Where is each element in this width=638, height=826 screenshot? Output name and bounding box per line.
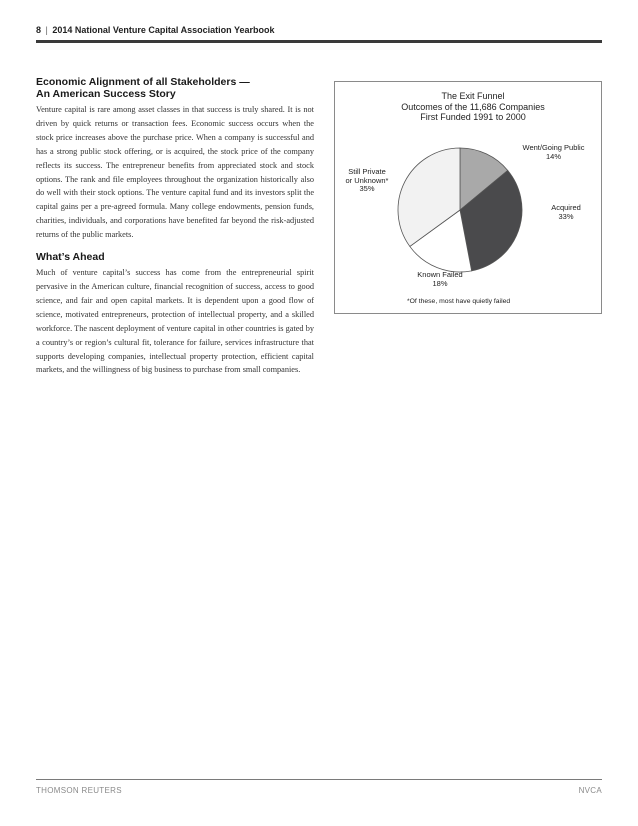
slice-label-still-private-line2: or Unknown* xyxy=(345,175,389,185)
exit-funnel-figure xyxy=(334,81,602,314)
header-rule xyxy=(36,40,602,43)
slice-label-still-private xyxy=(339,168,395,194)
slice-label-went-public-value: 14% xyxy=(545,151,561,161)
chart-title-line-3: First Funded 1991 to 2000 xyxy=(420,112,526,122)
footer-publisher: THOMSON REUTERS xyxy=(36,786,122,795)
slice-label-acquired xyxy=(541,204,591,221)
header-title: 2014 National Venture Capital Association Yearbook xyxy=(52,25,275,35)
page-header xyxy=(36,25,602,35)
footer-rule xyxy=(36,779,602,780)
slice-label-went-public xyxy=(511,144,596,161)
footer-org: NVCA xyxy=(578,786,602,795)
slice-label-acquired-value: 33% xyxy=(558,211,574,221)
header-separator: | xyxy=(45,25,48,35)
heading-line-2: An American Success Story xyxy=(36,88,176,100)
slice-label-still-private-value: 35% xyxy=(359,184,375,193)
slice-label-known-failed-value: 18% xyxy=(432,278,448,288)
heading-line-1: Economic Alignment of all Stakeholders — xyxy=(36,76,250,88)
chart-title-line-1: The Exit Funnel xyxy=(441,91,505,101)
paragraph-whats-ahead: Much of venture capital’s success has come from the entrepreneurial spirit pervasive in the American culture, financial recognition of success, access to good science, and fair and open capital markets. It is dependent upon a good flow of science, motivated entrepreneurs, protection of intellectual property, and a skilled workforce. The nascent deployment of venture capital in other countries is gated by a country’s or region’s cultural fit, tolerance for failure, services infrastructure that supports developing companies, intellectual property protection, efficient capital markets, and the willingness of big business to purchase from small companies. xyxy=(36,268,314,375)
page-number: 8 xyxy=(36,25,42,35)
slice-label-known-failed-name: Known Failed xyxy=(417,270,463,279)
chart-title-line-2: Outcomes of the 11,686 Companies xyxy=(401,101,545,112)
section-heading-whats-ahead: What’s Ahead xyxy=(36,251,105,264)
section-heading-economic-alignment xyxy=(36,76,314,100)
slice-label-went-public-name: Went/Going Public xyxy=(522,143,585,152)
text-column xyxy=(36,76,314,377)
paragraph-economic-alignment: Venture capital is rare among asset classes in that success is truly shared. It is not driven by quick returns or transaction fees. Economic success occurs when the stock price increases above the purchase price. When a company is successful and has a strong public stock offering, or is acquired, the stock price of the company reflects its success. The entrepreneur benefits from appreciated stock and stock options. The rank and file employees throughout the organization historically also do well with their stock options. The venture capital fund and its investors split the capital gains per a pre-agreed formula. Many college endowments, pension funds, charities, individuals, and corporations have benefited far beyond the risk-adjusted returns of the public markets. xyxy=(36,105,314,240)
slice-label-known-failed xyxy=(409,271,471,288)
slice-label-still-private-line1: Still Private xyxy=(348,167,386,176)
chart-footnote: *Of these, most have quietly failed xyxy=(407,298,511,305)
slice-label-acquired-name: Acquired xyxy=(551,203,581,212)
